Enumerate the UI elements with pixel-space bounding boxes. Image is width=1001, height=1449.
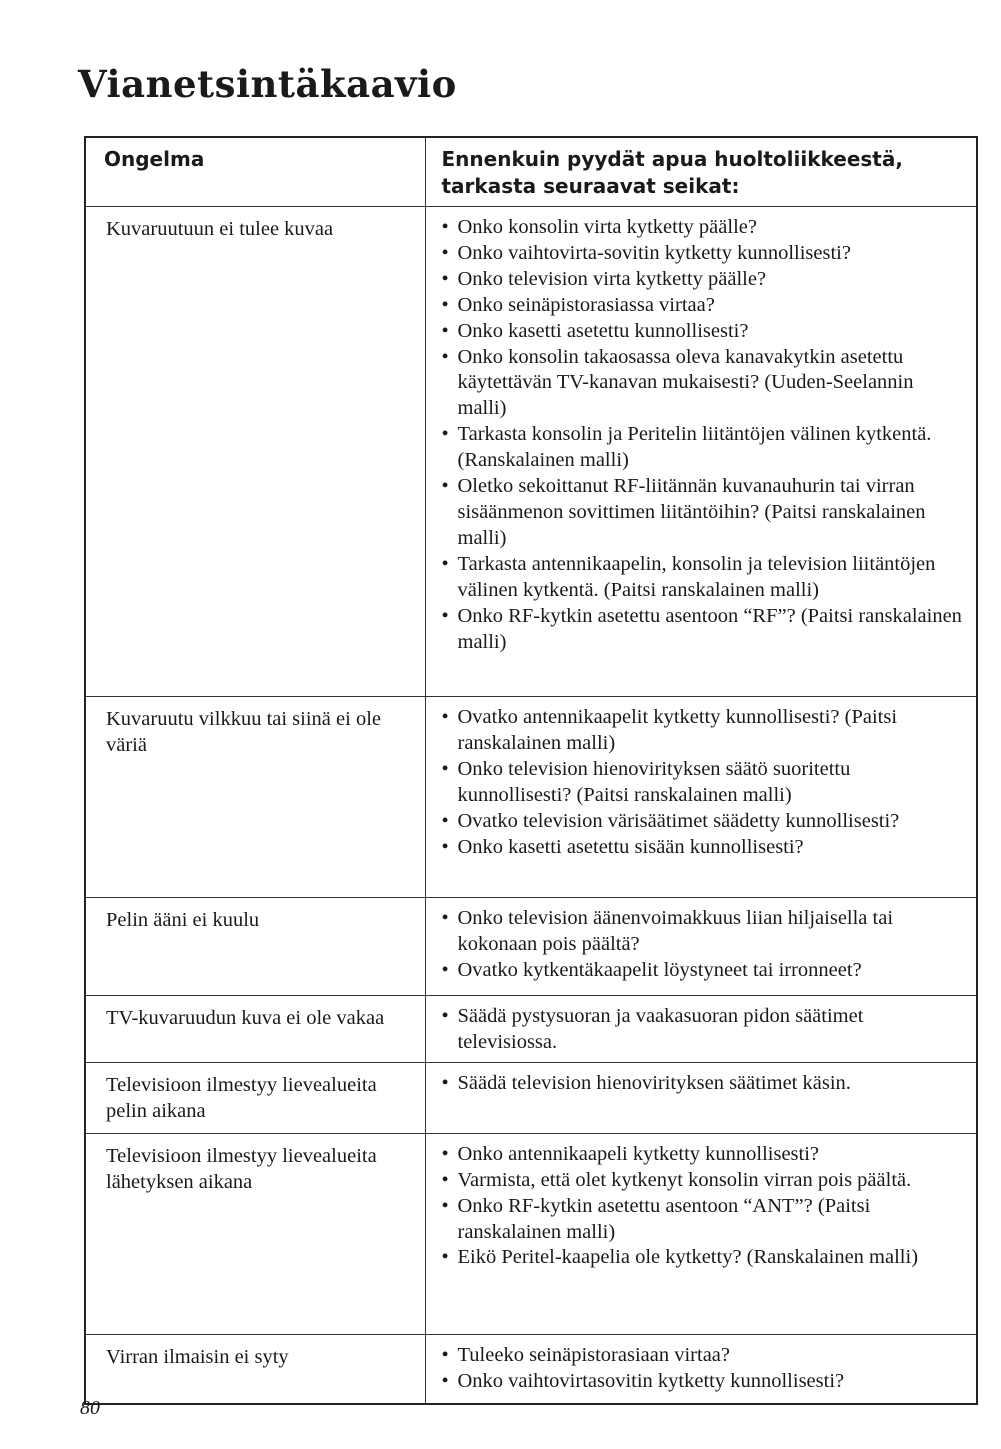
check-text: Onko konsolin virta kytketty päälle? bbox=[457, 216, 757, 238]
troubleshooting-table-container bbox=[84, 136, 976, 1405]
list-item bbox=[440, 345, 965, 423]
checks-cell bbox=[425, 1334, 977, 1404]
problem-cell: Virran ilmaisin ei syty bbox=[85, 1334, 425, 1404]
bullet-icon: • bbox=[441, 907, 449, 929]
check-text: Onko antennikaapeli kytketty kunnollisesti? bbox=[457, 1142, 820, 1165]
bullet-icon: • bbox=[441, 757, 449, 780]
bullet-icon: • bbox=[441, 1194, 449, 1217]
table-row bbox=[85, 996, 977, 1063]
bullet-icon: • bbox=[441, 958, 449, 981]
check-text: Onko television hienovirityksen säätö suoritettu kunnollisesti? (Paitsi ranskalainen malli) bbox=[457, 757, 851, 806]
header-checks: Ennenkuin pyydät apua huoltoliikkeestä, tarkasta seuraavat seikat: bbox=[425, 137, 977, 207]
list-item bbox=[440, 422, 965, 474]
bullet-icon: • bbox=[441, 345, 449, 368]
check-text: Tuleeko seinäpistorasiaan virtaa? bbox=[457, 1343, 730, 1366]
check-text: Tarkasta konsolin ja Peritelin liitäntöjen välinen kytkentä. (Ranskalainen malli) bbox=[457, 423, 932, 472]
check-text: Onko kasetti asetettu kunnollisesti? bbox=[457, 319, 749, 342]
bullet-icon: • bbox=[441, 241, 449, 264]
check-list bbox=[440, 215, 965, 655]
check-text: Varmista, että olet kytkenyt konsolin virran pois päältä. bbox=[457, 1168, 912, 1191]
bullet-icon: • bbox=[441, 1246, 449, 1269]
bullet-icon: • bbox=[441, 604, 449, 627]
bullet-icon: • bbox=[441, 293, 449, 316]
list-item bbox=[440, 1369, 965, 1395]
checks-cell bbox=[425, 697, 977, 898]
list-item bbox=[440, 215, 965, 241]
page-title: Vianetsintäkaavio bbox=[78, 62, 457, 106]
bullet-icon: • bbox=[441, 1369, 449, 1392]
header-problem: Ongelma bbox=[85, 137, 425, 207]
bullet-icon: • bbox=[441, 835, 449, 858]
table-row bbox=[85, 1063, 977, 1134]
bullet-icon: • bbox=[441, 423, 449, 446]
check-text: Onko vaihtovirta-sovitin kytketty kunnollisesti? bbox=[457, 241, 851, 264]
list-item bbox=[440, 552, 965, 604]
problem-cell: Pelin ääni ei kuulu bbox=[85, 898, 425, 996]
problem-cell: Televisioon ilmestyy lievealueita lähetyksen aikana bbox=[85, 1133, 425, 1334]
list-item bbox=[440, 1004, 965, 1056]
table-row bbox=[85, 1133, 977, 1334]
list-item bbox=[440, 958, 965, 984]
check-text: Onko konsolin takaosassa oleva kanavakytkin asetettu käytettävän TV-kanavan mukaisesti? (Uuden-Seelannin malli) bbox=[457, 345, 914, 420]
bullet-icon: • bbox=[441, 1142, 449, 1165]
check-text: Oletko sekoittanut RF-liitännän kuvanauhurin tai virran sisäänmenon sovittimen liitäntöihin? (Paitsi ranskalainen malli) bbox=[457, 475, 926, 549]
check-text: Onko television virta kytketty päälle? bbox=[457, 267, 767, 290]
checks-cell bbox=[425, 996, 977, 1063]
check-list bbox=[440, 906, 965, 984]
list-item bbox=[440, 809, 965, 835]
bullet-icon: • bbox=[441, 1168, 449, 1191]
problem-cell: TV-kuvaruudun kuva ei ole vakaa bbox=[85, 996, 425, 1063]
bullet-icon: • bbox=[441, 706, 449, 728]
list-item bbox=[440, 241, 965, 267]
check-text: Onko television äänenvoimakkuus liian hiljaisella tai kokonaan pois päältä? bbox=[457, 907, 894, 955]
bullet-icon: • bbox=[441, 267, 449, 290]
check-text: Tarkasta antennikaapelin, konsolin ja television liitäntöjen välinen kytkentä. (Paitsi ranskalainen malli) bbox=[457, 552, 936, 601]
check-text: Onko kasetti asetettu sisään kunnollisesti? bbox=[457, 835, 804, 858]
check-text: Säädä television hienovirityksen säätimet käsin. bbox=[457, 1072, 851, 1094]
bullet-icon: • bbox=[441, 1072, 449, 1094]
check-text: Ovatko antennikaapelit kytketty kunnollisesti? (Paitsi ranskalainen malli) bbox=[457, 706, 898, 754]
bullet-icon: • bbox=[441, 475, 449, 498]
bullet-icon: • bbox=[441, 216, 449, 238]
list-item bbox=[440, 319, 965, 345]
problem-cell: Televisioon ilmestyy lievealueita pelin aikana bbox=[85, 1063, 425, 1134]
list-item bbox=[440, 1142, 965, 1168]
check-text: Onko seinäpistorasiassa virtaa? bbox=[457, 293, 715, 316]
problem-cell: Kuvaruutuun ei tulee kuvaa bbox=[85, 207, 425, 697]
list-item bbox=[440, 1245, 965, 1271]
check-text: Säädä pystysuoran ja vaakasuoran pidon säätimet televisiossa. bbox=[457, 1005, 864, 1053]
list-item bbox=[440, 604, 965, 656]
check-text: Ovatko television värisäätimet säädetty kunnollisesti? bbox=[457, 809, 900, 832]
check-text: Onko RF-kytkin asetettu asentoon “RF”? (Paitsi ranskalainen malli) bbox=[457, 604, 962, 653]
problem-cell: Kuvaruutu vilkkuu tai siinä ei ole väriä bbox=[85, 697, 425, 898]
checks-cell bbox=[425, 898, 977, 996]
list-item bbox=[440, 1343, 965, 1369]
checks-cell bbox=[425, 1063, 977, 1134]
page-number: 80 bbox=[80, 1397, 100, 1419]
check-text: Onko RF-kytkin asetettu asentoon “ANT”? (Paitsi ranskalainen malli) bbox=[457, 1194, 871, 1243]
check-list bbox=[440, 1142, 965, 1272]
list-item bbox=[440, 1168, 965, 1194]
check-text: Onko vaihtovirtasovitin kytketty kunnollisesti? bbox=[457, 1369, 845, 1392]
bullet-icon: • bbox=[441, 809, 449, 832]
check-list bbox=[440, 705, 965, 860]
list-item bbox=[440, 757, 965, 809]
checks-cell bbox=[425, 207, 977, 697]
list-item bbox=[440, 474, 965, 552]
check-list bbox=[440, 1343, 965, 1395]
table-row bbox=[85, 207, 977, 697]
table-row bbox=[85, 1334, 977, 1404]
bullet-icon: • bbox=[441, 1343, 449, 1366]
list-item bbox=[440, 1194, 965, 1246]
bullet-icon: • bbox=[441, 552, 449, 575]
check-text: Eikö Peritel-kaapelia ole kytketty? (Ranskalainen malli) bbox=[457, 1246, 919, 1269]
check-list bbox=[440, 1071, 965, 1097]
list-item bbox=[440, 705, 965, 757]
bullet-icon: • bbox=[441, 319, 449, 342]
troubleshooting-table bbox=[84, 136, 978, 1405]
bullet-icon: • bbox=[441, 1005, 449, 1027]
list-item bbox=[440, 906, 965, 958]
list-item bbox=[440, 835, 965, 861]
table-row bbox=[85, 697, 977, 898]
check-text: Ovatko kytkentäkaapelit löystyneet tai irronneet? bbox=[457, 958, 862, 981]
checks-cell bbox=[425, 1133, 977, 1334]
table-header-row bbox=[85, 137, 977, 207]
list-item bbox=[440, 267, 965, 293]
table-row bbox=[85, 898, 977, 996]
list-item bbox=[440, 1071, 965, 1097]
check-list bbox=[440, 1004, 965, 1056]
list-item bbox=[440, 293, 965, 319]
